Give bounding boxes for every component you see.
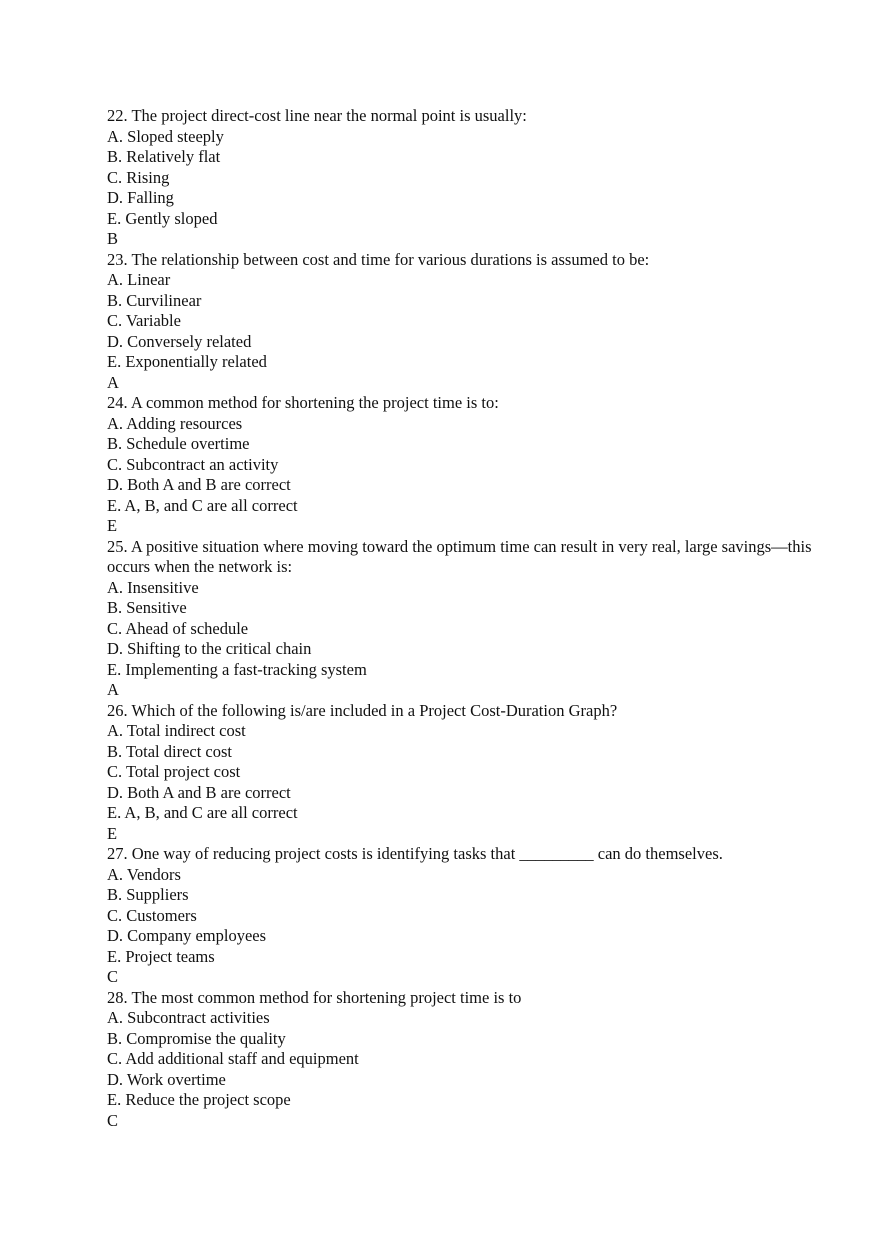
option-c: C. Variable (107, 311, 181, 330)
question-stem: 27. One way of reducing project costs is identifying tasks that _________ can do themselves. (107, 844, 723, 863)
option-b: B. Curvilinear (107, 290, 202, 310)
option-a: A. Sloped steeply (107, 126, 224, 146)
answer-key: B (107, 229, 119, 248)
option-b: B. Relatively flat (107, 147, 221, 166)
option-e: E. A, B, and C are all correct (107, 803, 298, 822)
option-b: B. Schedule overtime (107, 434, 250, 453)
option-d: D. Company employees (107, 926, 267, 945)
document-page (107, 106, 847, 1131)
option-c: C. Subcontract an activity (107, 454, 279, 474)
option-e: E. A, B, and C are all correct (107, 495, 298, 515)
answer-key: E (107, 823, 118, 843)
option-b: B. Compromise the quality (107, 1028, 286, 1048)
question-stem: 23. The relationship between cost and time for various durations is assumed to be: (107, 249, 650, 269)
question-stem: 28. The most common method for shortening project time is to (107, 987, 522, 1007)
option-b: B. Total direct cost (107, 741, 233, 761)
option-a: A. Adding resources (107, 413, 243, 433)
option-c: C. Customers (107, 905, 197, 925)
option-d: D. Both A and B are correct (107, 475, 291, 494)
option-c: C. Add additional staff and equipment (107, 1049, 359, 1068)
option-d: D. Both A and B are correct (107, 782, 291, 802)
option-a: A. Insensitive (107, 577, 199, 597)
option-c: C. Total project cost (107, 762, 241, 781)
option-c: C. Rising (107, 167, 170, 187)
option-d: D. Work overtime (107, 1069, 226, 1089)
question-block (107, 537, 847, 701)
option-a: A. Vendors (107, 864, 181, 884)
option-a: A. Linear (107, 270, 171, 289)
question-stem: 22. The project direct-cost line near the normal point is usually: (107, 106, 527, 125)
answer-key: A (107, 680, 119, 699)
option-c: C. Ahead of schedule (107, 618, 249, 638)
answer-key: E (107, 516, 118, 535)
option-a: A. Total indirect cost (107, 721, 246, 740)
option-d: D. Falling (107, 188, 174, 207)
question-stem: 25. A positive situation where moving toward the optimum time can result in very real, large savings—this occurs when the network is: (107, 536, 812, 576)
question-block (107, 988, 847, 1132)
question-block (107, 250, 847, 394)
question-block (107, 844, 847, 988)
option-b: B. Suppliers (107, 885, 189, 904)
option-e: E. Project teams (107, 946, 215, 966)
answer-key: C (107, 967, 119, 986)
question-block (107, 393, 847, 537)
option-d: D. Shifting to the critical chain (107, 639, 312, 658)
answer-key: C (107, 1110, 119, 1130)
option-e: E. Implementing a fast-tracking system (107, 659, 367, 679)
option-e: E. Reduce the project scope (107, 1090, 291, 1109)
answer-key: A (107, 372, 119, 392)
option-e: E. Exponentially related (107, 352, 267, 371)
option-a: A. Subcontract activities (107, 1008, 270, 1027)
question-block (107, 701, 847, 845)
question-stem: 24. A common method for shortening the project time is to: (107, 393, 499, 412)
option-d: D. Conversely related (107, 331, 252, 351)
question-stem: 26. Which of the following is/are included in a Project Cost-Duration Graph? (107, 700, 618, 720)
option-e: E. Gently sloped (107, 208, 218, 228)
option-b: B. Sensitive (107, 598, 187, 617)
question-block (107, 106, 847, 250)
